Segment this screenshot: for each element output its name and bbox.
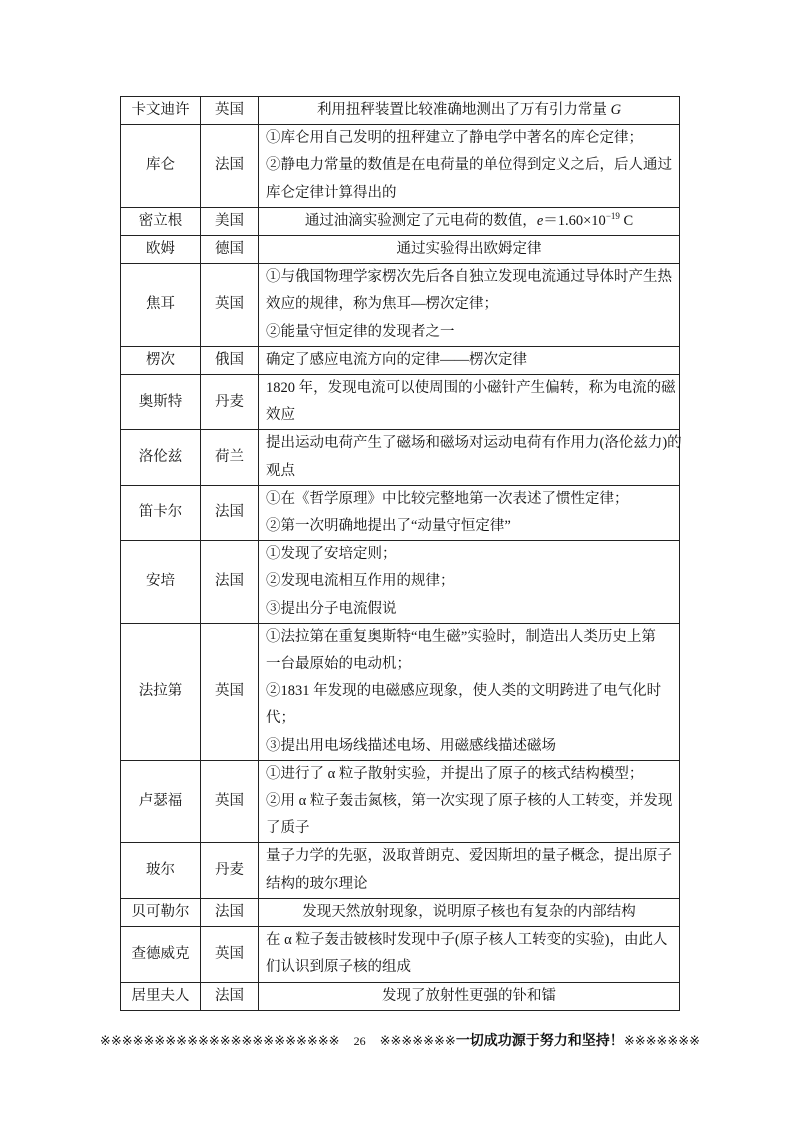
scientist-achievements [259,982,680,1010]
achievement-text: ①发现了安培定则； [266,546,397,563]
table-row [121,125,680,208]
achievement-line [263,899,675,926]
achievement-text: 发现了放射性更强的钋和镭 [382,987,556,1004]
achievement-line [266,678,675,705]
scientist-name: 笛卡尔 [121,485,201,540]
scientist-country: 法国 [201,485,259,540]
scientist-country: 英国 [201,760,259,843]
achievement-text: 效应 [266,407,295,424]
italic-symbol: G [610,102,622,118]
achievement-line [266,815,675,842]
table-row [121,623,680,760]
achievement-text: 通过油滴实验测定了元电荷的数值， [304,212,537,229]
table-body [121,97,680,1011]
scientist-country: 英国 [201,623,259,760]
achievement-line [266,319,675,346]
achievement-text: 确定了感应电流方向的定律——楞次定律 [266,351,527,368]
table-row [121,485,680,540]
achievement-text: 1820 年，发现电流可以使周围的小磁针产生偏转，称为电流的磁 [266,380,676,397]
scientist-achievements [259,898,680,926]
achievement-line [266,513,675,540]
achievement-text: ①法拉第在重复奥斯特“电生磁”实验时，制造出人类历史上第 [266,628,656,645]
scientist-name: 法拉第 [121,623,201,760]
scientist-achievements [259,236,680,264]
achievement-text: 发现天然放射现象，说明原子核也有复杂的内部结构 [302,903,636,920]
scientist-country: 英国 [201,97,259,125]
scientist-country: 法国 [201,898,259,926]
scientist-country: 法国 [201,982,259,1010]
achievement-line [266,458,675,485]
scientist-achievements [259,430,680,485]
scientist-achievements [259,264,680,347]
scientist-achievements [259,623,680,760]
scientist-name: 洛伦兹 [121,430,201,485]
achievement-text: 们认识到原子核的组成 [266,959,411,976]
achievement-text: 一台最原始的电动机； [266,656,411,673]
achievement-text: ①在《哲学原理》中比较完整地第一次表述了惯性定律； [266,490,629,507]
scientist-name: 查德威克 [121,927,201,982]
achievement-text: ＝1.60×10 [543,212,606,229]
achievement-text: 代； [266,710,295,727]
superscript-text: −19 [605,210,620,221]
scientist-name: 密立根 [121,207,201,235]
achievement-line [266,568,675,595]
table-row [121,207,680,235]
achievement-text: 观点 [266,462,295,479]
achievement-line [266,402,675,429]
achievement-text: ③提出分子电流假说 [266,600,397,617]
page-number: 26 [353,1034,366,1048]
scientist-country: 丹麦 [201,375,259,430]
scientist-country: 英国 [201,264,259,347]
scientist-name: 欧姆 [121,236,201,264]
achievement-text: ①进行了 α 粒子散射实验，并提出了原子的核式结构模型； [266,765,644,782]
table-row [121,236,680,264]
scientist-name: 卡文迪许 [121,97,201,125]
footer-left-marks: ※※※※※※※※※※※※※※※※※※※※※※ [99,1033,340,1048]
achievement-line [266,375,675,402]
scientist-country: 俄国 [201,346,259,374]
scientist-achievements [259,207,680,235]
scientist-country: 丹麦 [201,843,259,898]
achievement-line [266,761,675,788]
achievement-line [266,843,675,870]
achievement-line [266,125,675,152]
table-row [121,982,680,1010]
achievement-text: 结构的玻尔理论 [266,875,368,892]
achievement-line [266,291,675,318]
achievement-text: ②静电力常量的数值是在电荷量的单位得到定义之后，后人通过 [266,157,672,174]
scientist-name: 安培 [121,541,201,624]
achievement-line [266,486,675,513]
achievement-line [266,180,675,207]
scientist-achievements [259,97,680,125]
achievement-line [266,927,675,954]
achievement-line [266,705,675,732]
achievement-line [266,954,675,981]
scientist-country: 德国 [201,236,259,264]
physicists-table [120,96,680,1011]
achievement-line [263,983,675,1010]
physicists-table-container [120,96,682,1011]
page-footer [0,1031,800,1051]
scientist-country: 法国 [201,125,259,208]
scientist-achievements [259,843,680,898]
achievement-line [266,624,675,651]
scientist-country: 美国 [201,207,259,235]
achievement-text: 量子力学的先驱，汲取普朗克、爱因斯坦的量子概念，提出原子 [266,848,672,865]
achievement-text: ②发现电流相互作用的规律； [266,573,455,590]
scientist-achievements [259,125,680,208]
scientist-achievements [259,485,680,540]
achievement-text: ①库仑用自己发明的扭秤建立了静电学中著名的库仑定律； [266,130,643,147]
table-row [121,97,680,125]
achievement-text: 库仑定律计算得出的 [266,184,397,201]
achievement-text: ③提出用电场线描述电场、用磁感线描述磁场 [266,737,556,754]
achievement-line [266,651,675,678]
achievement-line [266,871,675,898]
achievement-line [266,596,675,623]
achievement-text: ①与俄国物理学家楞次先后各自独立发现电流通过导体时产生热 [266,269,672,286]
scientist-achievements [259,927,680,982]
scientist-name: 焦耳 [121,264,201,347]
achievement-line [266,733,675,760]
footer-motto: 一切成功源于努力和坚持！ [455,1034,624,1049]
achievement-text: 提出运动电荷产生了磁场和磁场对运动电荷有作用力(洛伦兹力)的 [266,435,682,452]
achievement-line [266,152,675,179]
achievement-text: 利用扭秤装置比较准确地测出了万有引力常量 [316,102,611,118]
achievement-line [266,788,675,815]
achievement-text: 效应的规律，称为焦耳—楞次定律； [266,296,498,313]
achievement-text: 了质子 [266,820,310,837]
achievement-line [263,97,675,124]
table-row [121,843,680,898]
scientist-name: 贝可勒尔 [121,898,201,926]
achievement-text: 通过实验得出欧姆定律 [396,241,542,258]
italic-symbol: e [536,212,544,229]
scientist-name: 奥斯特 [121,375,201,430]
achievement-text: 在 α 粒子轰击铍核时发现中子(原子核人工转变的实验)，由此人 [266,932,668,949]
table-row [121,898,680,926]
scientist-name: 居里夫人 [121,982,201,1010]
table-row [121,430,680,485]
footer-mid-marks: ※※※※※※※ [379,1033,456,1048]
achievement-line [263,208,675,235]
table-row [121,375,680,430]
achievement-text: ②1831 年发现的电磁感应现象，使人类的文明跨进了电气化时 [266,683,662,700]
achievement-text: ②第一次明确地提出了“动量守恒定律” [266,518,511,535]
scientist-name: 楞次 [121,346,201,374]
table-row [121,541,680,624]
table-row [121,927,680,982]
achievement-line [266,264,675,291]
scientist-achievements [259,346,680,374]
table-row [121,264,680,347]
scientist-name: 卢瑟福 [121,760,201,843]
footer-right-marks: ※※※※※※※ [623,1033,701,1048]
scientist-name: 库仑 [121,125,201,208]
table-row [121,760,680,843]
achievement-text: C [619,212,634,229]
scientist-achievements [259,541,680,624]
scientist-achievements [259,375,680,430]
scientist-country: 荷兰 [201,430,259,485]
achievement-line [266,430,682,457]
scientist-country: 法国 [201,541,259,624]
scientist-country: 英国 [201,927,259,982]
achievement-line [263,236,675,263]
table-row [121,346,680,374]
achievement-line [266,541,675,568]
achievement-text: ②能量守恒定律的发现者之一 [266,323,455,340]
achievement-text: ②用 α 粒子轰击氮核，第一次实现了原子核的人工转变，并发现 [266,793,673,810]
scientist-name: 玻尔 [121,843,201,898]
scientist-achievements [259,760,680,843]
achievement-line [266,347,675,374]
